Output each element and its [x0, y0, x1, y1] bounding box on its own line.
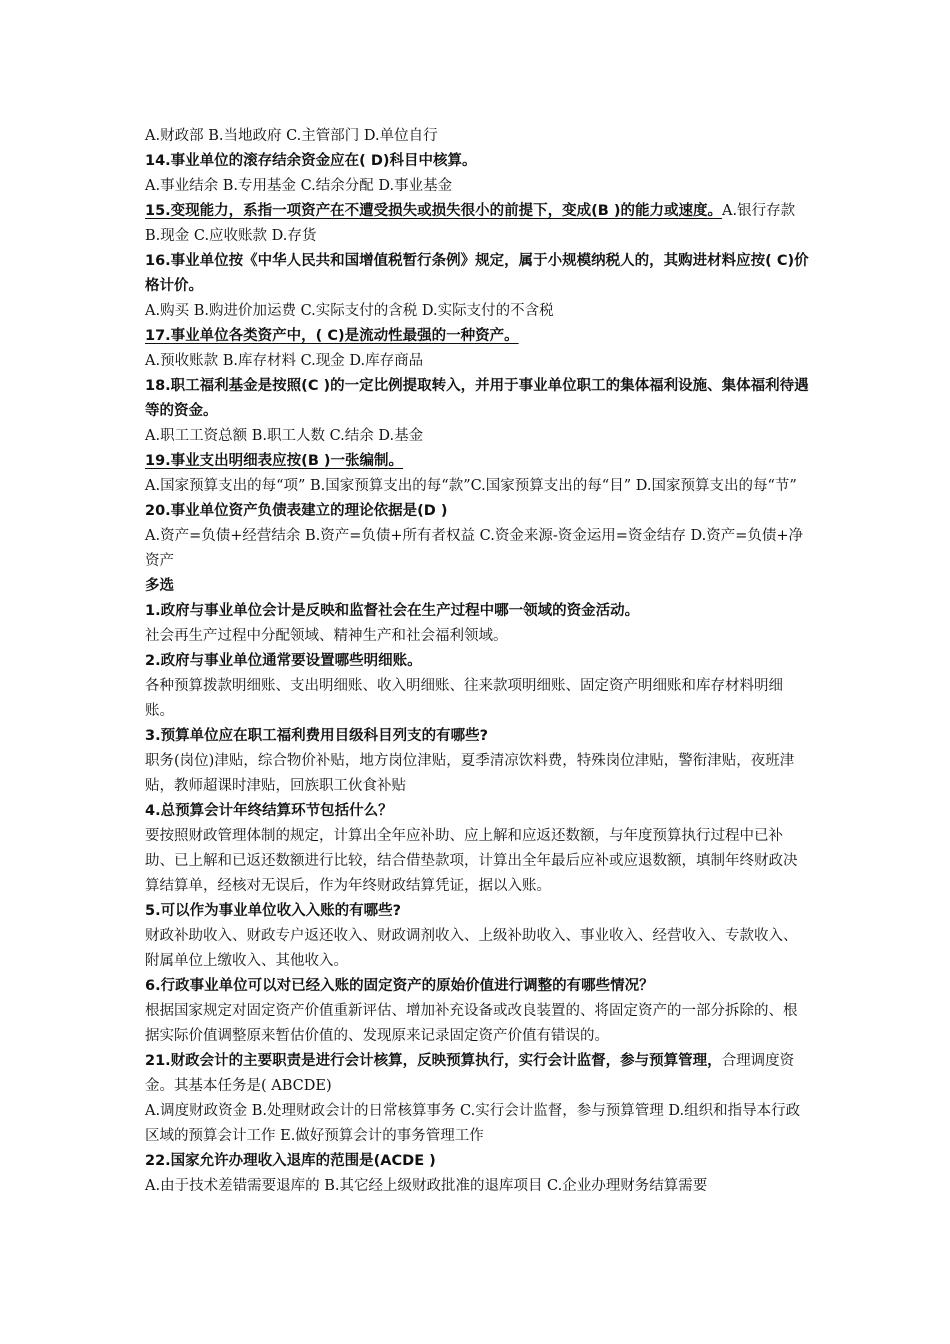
answer-text: 职务(岗位)津贴，综合物价补贴，地方岗位津贴，夏季清凉饮料费，特殊岗位津贴，警衔津贴，夜班津贴，教师超课时津贴，回族职工伙食补贴 — [145, 753, 795, 794]
question-text: 15.变现能力，系指一项资产在不遭受损失或损失很小的前提下，变成(B )的能力或速度。 — [145, 203, 723, 219]
answer-options: A.调度财政资金 B.处理财政会计的日常核算事务 C.实行会计监督，参与预算管理 D.组织和指导本行政区域的预算会计工作 E.做好预算会计的事务管理工作 — [145, 1103, 801, 1144]
answer-options: A.银行存款 B.现金 C.应收账款 D.存货 — [145, 203, 796, 244]
question: 14.事业单位的滚存结余资金应在( D)科目中核算。 — [145, 153, 477, 169]
answer-options: A.财政部 B.当地政府 C.主管部门 D.单位自行 — [145, 128, 438, 144]
question-tail: 合理调度资金。其基本任务是( ABCDE) — [145, 1053, 795, 1094]
question: 3.预算单位应在职工福利费用目级科目列支的有哪些? — [145, 728, 489, 744]
question: 1.政府与事业单位会计是反映和监督社会在生产过程中哪一领域的资金活动。 — [145, 603, 640, 619]
answer-options: A.由于技术差错需要退库的 B.其它经上级财政批准的退库项目 C.企业办理财务结算需要 — [145, 1178, 708, 1194]
answer-options: A.国家预算支出的每“项” B.国家预算支出的每“款”C.国家预算支出的每“目” D.国家预算支出的每“节” — [145, 478, 797, 494]
question: 16.事业单位按《中华人民共和国增值税暂行条例》规定，属于小规模纳税人的，其购进材料应按( C)价格计价。 — [145, 253, 809, 294]
answer-text: 要按照财政管理体制的规定，计算出全年应补助、应上解和应返还数额，与年度预算执行过程中已补助、已上解和已返还数额进行比较，结合借垫款项，计算出全年最后应补或应退数额，填制年终财政决算结算单，经核对无误后，作为年终财政结算凭证，据以入账。 — [145, 828, 798, 894]
answer-options: A.职工工资总额 B.职工人数 C.结余 D.基金 — [145, 428, 424, 444]
question: 6.行政事业单位可以对已经入账的固定资产的原始价值进行调整的有哪些情况？ — [145, 978, 654, 994]
answer-options: A.购买 B.购进价加运费 C.实际支付的含税 D.实际支付的不含税 — [145, 303, 554, 319]
question-mixed — [145, 1049, 810, 1099]
answer-text: 根据国家规定对固定资产价值重新评估、增加补充设备或改良装置的、将固定资产的一部分拆除的、根据实际价值调整原来暂估价值的、发现原来记录固定资产价值有错误的。 — [145, 1003, 798, 1044]
answer-options: A.资产=负债+经营结余 B.资产=负债+所有者权益 C.资金来源-资金运用=资金结存 D.资产=负债+净资产 — [145, 528, 804, 569]
answer-text: 社会再生产过程中分配领域、精神生产和社会福利领域。 — [145, 628, 508, 644]
question: 2.政府与事业单位通常要设置哪些明细账。 — [145, 653, 422, 669]
answer-text: 财政补助收入、财政专户返还收入、财政调剂收入、上级补助收入、事业收入、经营收入、专款收入、附属单位上缴收入、其他收入。 — [145, 928, 798, 969]
question: 17.事业单位各类资产中，( C)是流动性最强的一种资产。 — [145, 328, 519, 344]
answer-options: A.事业结余 B.专用基金 C.结余分配 D.事业基金 — [145, 178, 453, 194]
section-heading: 多选 — [145, 578, 174, 594]
question: 22.国家允许办理收入退库的范围是(ACDE ) — [145, 1153, 436, 1169]
question: 19.事业支出明细表应按(B )一张编制。 — [145, 453, 404, 469]
document-page — [145, 124, 810, 1199]
question-text: 21.财政会计的主要职责是进行会计核算，反映预算执行，实行会计监督，参与预算管理， — [145, 1053, 722, 1069]
question: 4.总预算会计年终结算环节包括什么？ — [145, 803, 393, 819]
answer-options: A.预收账款 B.库存材料 C.现金 D.库存商品 — [145, 353, 424, 369]
answer-text: 各种预算拨款明细账、支出明细账、收入明细账、往来款项明细账、固定资产明细账和库存材料明细账。 — [145, 678, 783, 719]
question: 5.可以作为事业单位收入入账的有哪些? — [145, 903, 402, 919]
question: 20.事业单位资产负债表建立的理论依据是(D ) — [145, 503, 448, 519]
question: 18.职工福利基金是按照(C )的一定比例提取转入，并用于事业单位职工的集体福利设施、集体福利待遇等的资金。 — [145, 378, 809, 419]
question-with-inline-answer — [145, 199, 810, 249]
